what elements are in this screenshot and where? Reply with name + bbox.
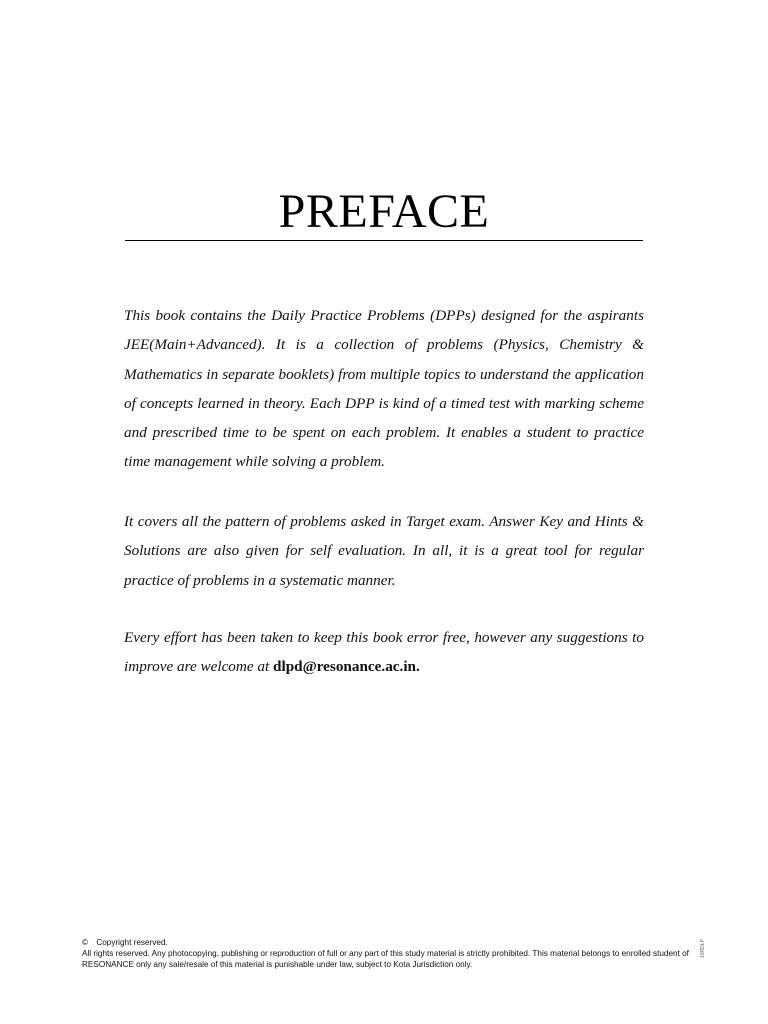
title-underline bbox=[125, 240, 643, 241]
copyright-line bbox=[82, 937, 692, 948]
preface-paragraph-3 bbox=[124, 623, 644, 682]
copyright-label: Copyright reserved. bbox=[96, 938, 168, 947]
page-title: PREFACE bbox=[278, 185, 490, 238]
contact-email-link[interactable]: dlpd@resonance.ac.in. bbox=[273, 658, 420, 676]
paragraph-3-text: Every effort has been taken to keep this book error free, however any suggestions to improve are welcome at bbox=[124, 629, 644, 676]
copyright-symbol: © bbox=[82, 938, 89, 947]
side-code-label: 15RDLP bbox=[700, 939, 706, 958]
preface-paragraph-1: This book contains the Daily Practice Problems (DPPs) designed for the aspirants JEE(Main+Advanced). It is a collection of problems (Physics, Chemistry & Mathematics in separate booklets) from multiple topics to understand the application of concepts learned in theory. Each DPP is kind of a timed test with marking scheme and prescribed time to be spent on each problem. It enables a student to practice time management while solving a problem. bbox=[124, 307, 644, 471]
rights-notice: All rights reserved. Any photocopying, publishing or reproduction of full or any part of this study material is strictly prohibited. This material belongs to enrolled student of RESONANCE only any sale/resale of this material is punishable under law, subject to Kota Jurisdiction only. bbox=[82, 949, 689, 969]
copyright-footer bbox=[82, 937, 692, 970]
preface-paragraph-2: It covers all the pattern of problems asked in Target exam. Answer Key and Hints & Solutions are also given for self evaluation. In all, it is a great tool for regular practice of problems in a systematic manner. bbox=[124, 513, 644, 589]
